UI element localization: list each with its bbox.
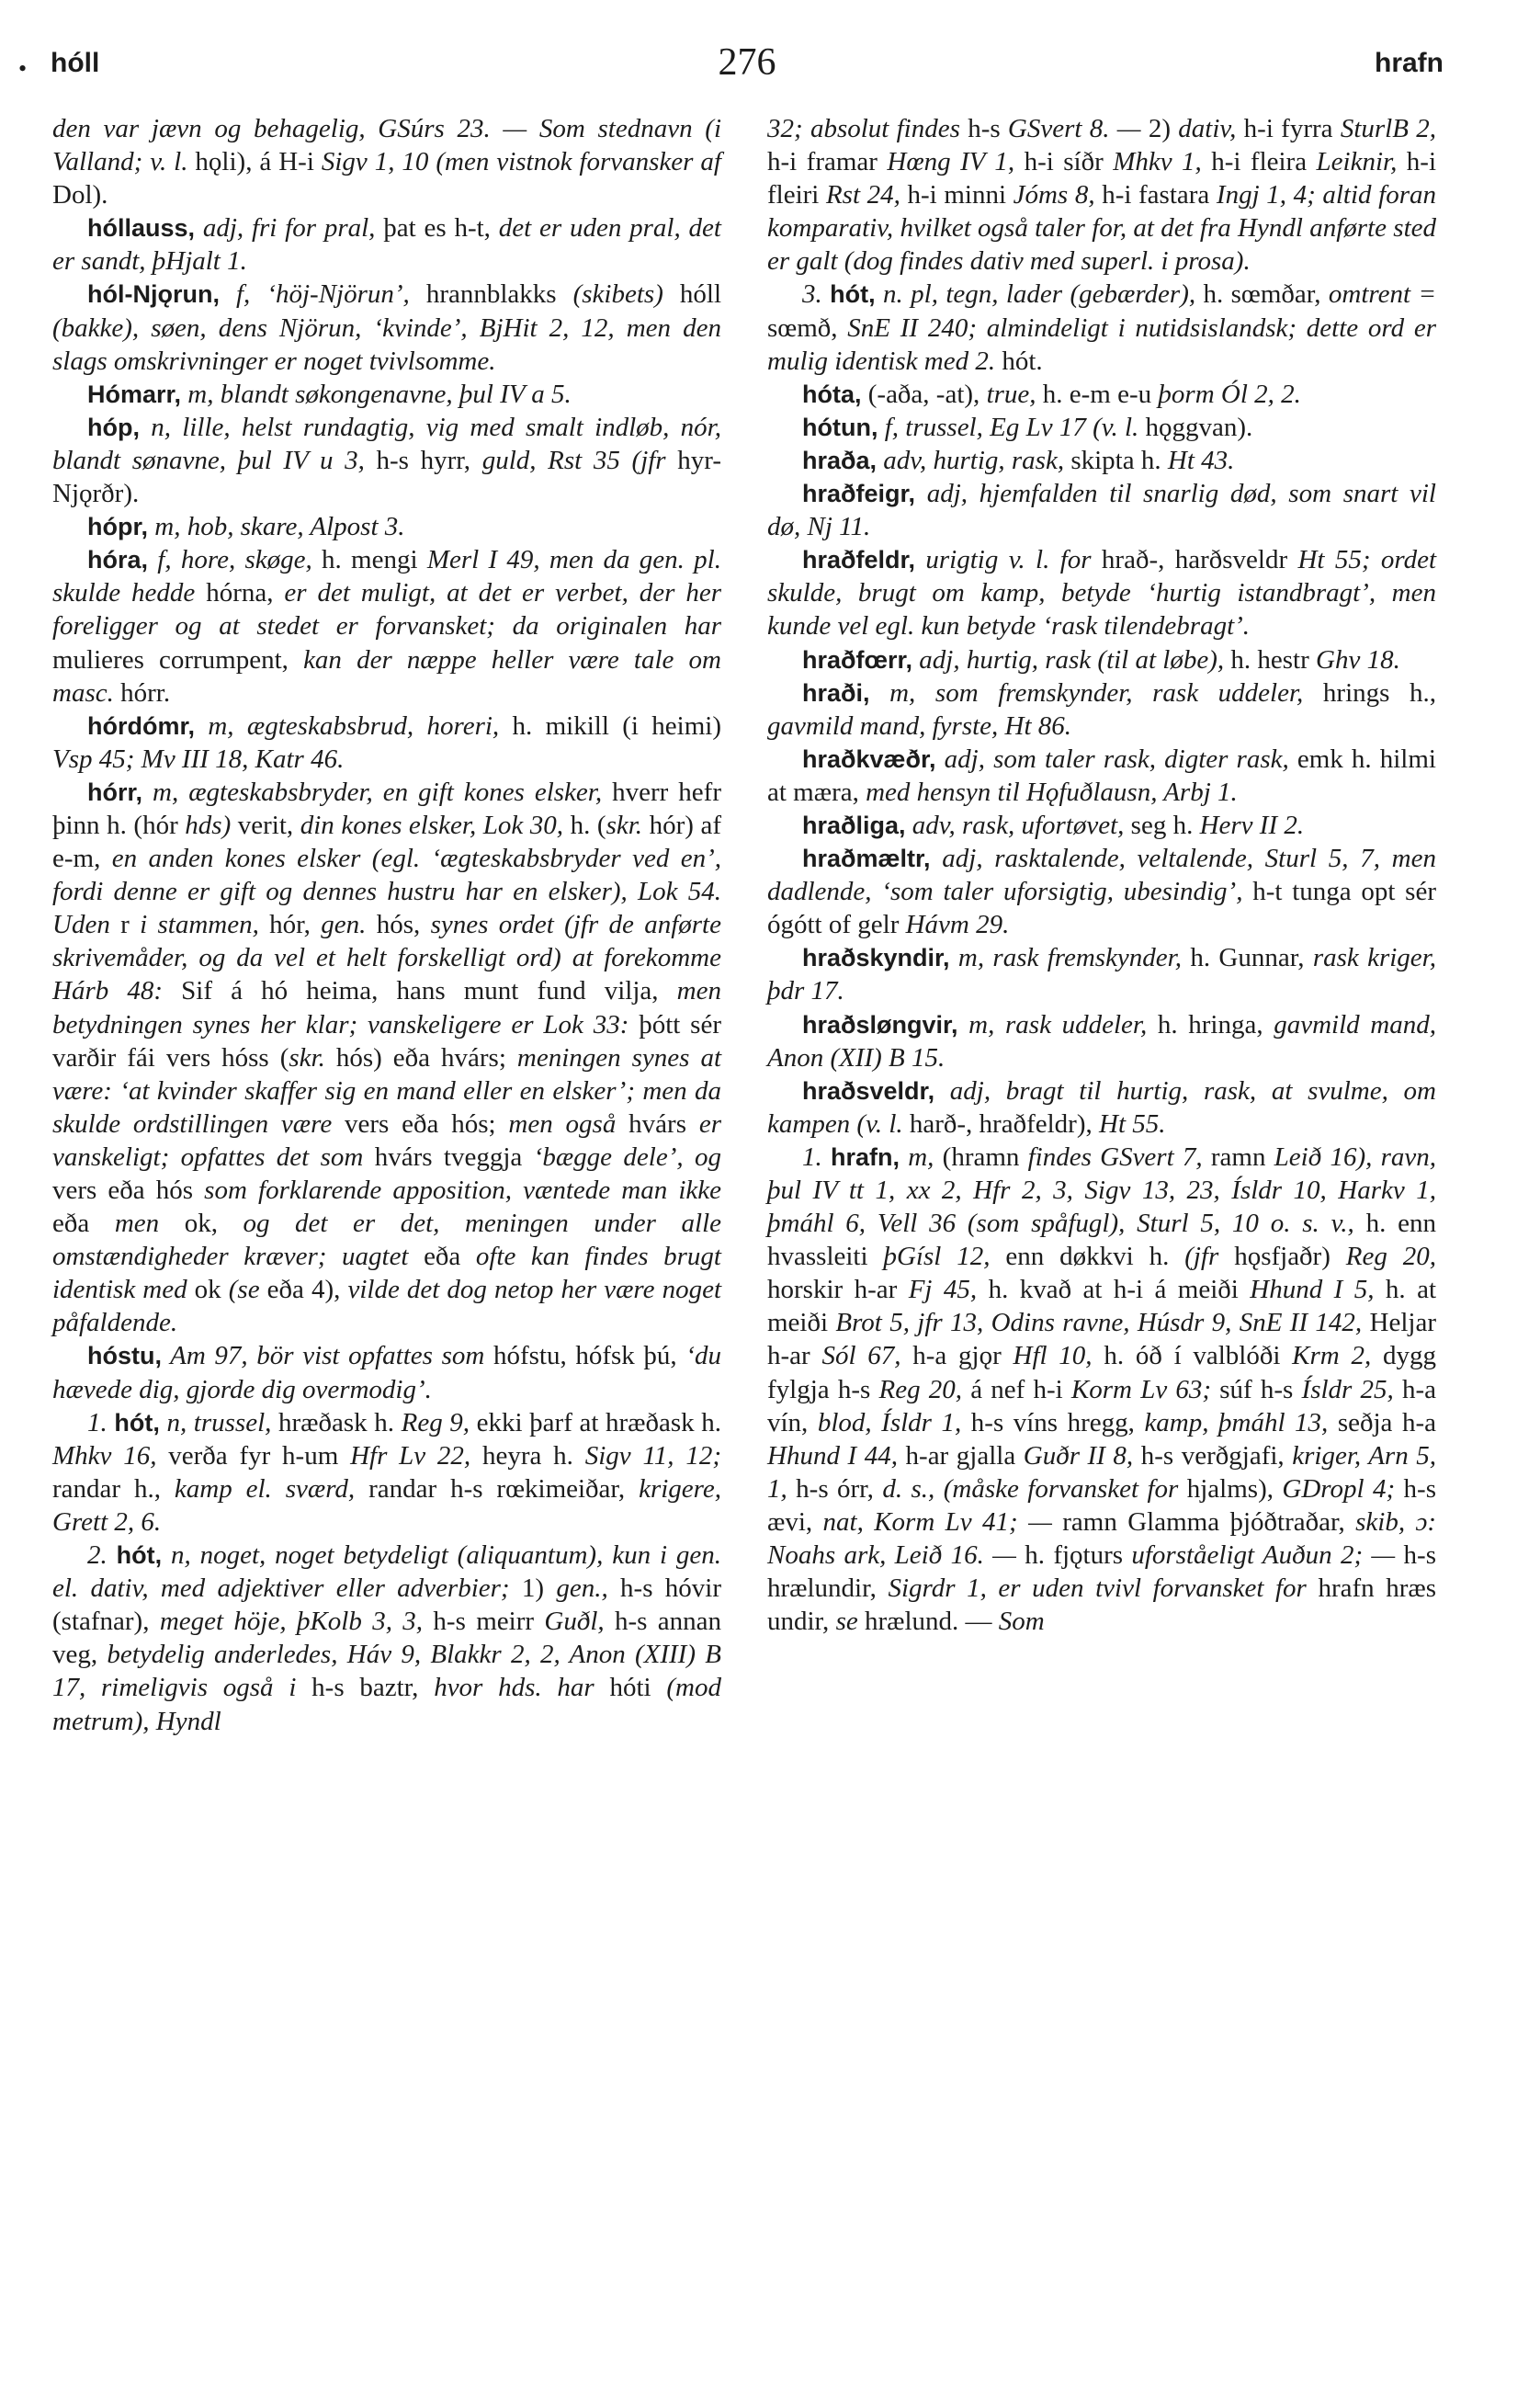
gloss-text: er det muligt, at det er verbet, der her foreligger og at stedet er forvansket; da originalen har [52,578,721,642]
gloss-text: findes GSvert 7, [1027,1142,1211,1172]
gloss-text: en anden kones elsker (egl. ‘ægteskabsbryder ved en’, fordi denne er gift og dennes hustru har en elsker), Lok 54. Uden [52,844,722,940]
citation-text: þótt sér varðir fái vers hóss ( [52,1009,721,1073]
citation-text: verða fyr h-um [168,1440,351,1471]
citation-text: hót. [1002,346,1043,376]
gloss-text: Merl I 49, men da gen. pl. skulde hedde [52,545,721,608]
gloss-text: gen., [556,1573,621,1604]
dictionary-entry [52,776,721,1340]
citation-text: Sif á hó heima, hans munt fund vilja, [181,976,677,1006]
citation-text: h-ar gjalla [905,1440,1024,1471]
citation-text: hvárs tveggja [374,1142,534,1172]
gloss-text: Rst 24, [825,180,908,210]
citation-text: h. mikill (i heimi) [512,710,721,741]
gloss-text: þGísl 12, [883,1242,1006,1272]
headword: hóp, [87,413,140,441]
citation-text: hrafn hræs undir, [767,1573,1436,1637]
headword: hórdómr, [87,711,196,740]
headword: hraðskyndir, [802,944,950,972]
citation-text: ok, [184,1209,243,1239]
citation-text: horskir h-ar [767,1275,909,1305]
gloss-text: 3. [802,279,831,310]
citation-text: heyra h. [481,1440,585,1471]
gloss-text: skib, ɔ: Noahs ark, Leið 16. — [767,1506,1436,1571]
gloss-text: adv, hurtig, rask, [877,445,1071,475]
citation-text: h. Gunnar, [1190,943,1313,973]
citation-text: h-i minni [907,180,1013,210]
citation-text: hórna, [206,578,285,608]
gloss-text: Korm Lv 63; [1070,1374,1220,1404]
gloss-text: Jóms 8, [1013,180,1103,210]
headword: hraðfœrr, [802,645,913,674]
gloss-text: krigere, Grett 2, 6. [52,1473,722,1537]
citation-text: h-s meirr [433,1607,545,1637]
citation-text: mulieres corrumpent, [52,644,304,675]
citation-text: þat es h-t, [383,213,499,244]
citation-text: 1) [521,1573,557,1604]
gloss-text: adj, bragt til hurtig, rask, at svulme, om kampen (v. l. [767,1075,1436,1139]
citation-text: h-i fleira [1211,147,1317,177]
gloss-text: Leið 16), ravn, þul IV tt 1, xx 2, Hfr 2, 3, Sigv 13, 23, Ísldr 10, Harkv 1, þmáhl 6, Vell 36 (som spåfugl), Sturl 5, 10 o. s. v., [767,1142,1436,1239]
gloss-text: adj, hjemfalden til snarlig død, som snart vil dø, Nj 11. [767,479,1436,542]
gloss-text: hds) [185,810,238,840]
gloss-text: m, ægteskabsbrud, horeri, [195,710,513,741]
gloss-text: synes ordet (jfr de anførte skrivemåder, og da vel et helt forskelligt ord) at forekomme Hárb 48: [52,910,721,1006]
headword: hótun, [802,413,878,441]
gloss-text: m, som fremskynder, rask uddeler, [869,677,1323,708]
headword: hraðsløngvir, [802,1010,958,1039]
dictionary-entry [52,278,721,377]
citation-text: hvárs [628,1108,699,1139]
citation-text: eða 4), [266,1275,348,1305]
gloss-text: n, trussel, [159,1407,278,1437]
gloss-text: hvor hds. har [434,1673,610,1703]
page-number: 276 [718,41,776,84]
gloss-text: (skibets) [572,279,680,310]
citation-text: h-s baztr, [311,1673,435,1703]
dictionary-entry [52,710,721,776]
gloss-text: ‘bægge dele’, og [533,1142,722,1172]
gloss-text: Sigv 11, 12; [584,1440,722,1471]
citation-text: 2) [1148,114,1179,143]
citation-text: h-s [968,114,1008,143]
gloss-text: Ht 55; ordet skulde, brugt om kamp, betyde ‘hurtig istandbragt’, men kunde vel egl. kun betyde ‘rask tilendebragt’. [767,545,1437,642]
gloss-text: Brot 5, jfr 13, Odins ravne, Húsdr 9, SnE II 142, [835,1308,1370,1338]
gloss-text: m, blandt søkongenavne, þul IV a 5. [181,379,572,409]
gloss-text: (bakke), søen, dens Njörun, ‘kvinde’, BjHit 2, 12, men den slags omskrivninger er noget tvivlsomme. [52,312,721,376]
citation-text: seðja h-a [1337,1407,1436,1437]
citation-text: súf h-s [1219,1374,1302,1404]
gloss-text: er vanskeligt; opfattes det som [52,1108,721,1172]
dictionary-entry [767,743,1436,809]
headword: hraðfeldr, [802,546,916,574]
gloss-text: 1. [87,1407,115,1437]
dictionary-entry [52,378,721,411]
citation-text: ramn [1210,1142,1274,1172]
citation-text: h. ( [570,810,606,840]
citation-text: hyr-Njǫrðr). [52,445,721,509]
entry-continuation [767,112,1436,278]
citation-text: hófstu, hófsk þú, [493,1341,686,1371]
gloss-text: f, trussel, Eg Lv 17 (v. l. [878,412,1146,442]
citation-text: vers eða hós [52,1176,205,1205]
gloss-text: 32; absolut findes [767,114,968,143]
citation-text: enn døkkvi h. [1005,1242,1185,1272]
citation-text: ramn Glamma þjóðtraðar, [1062,1506,1356,1537]
gloss-text: Hfr Lv 22, [350,1440,482,1471]
dictionary-entry [767,411,1436,444]
headword: Hómarr, [87,380,182,408]
headword: hraðmæltr, [802,845,931,873]
gloss-text: Leiknir, [1316,147,1407,177]
gloss-text: det er uden pral, det er sandt, þHjalt 1. [52,213,721,277]
citation-text: emk h. hilmi at mæra, [767,744,1436,807]
citation-text: h-s annan veg, [52,1607,722,1670]
gloss-text: GSvert 8. — [1007,114,1149,143]
dictionary-entry [767,477,1436,543]
headword: hót, [114,1408,160,1437]
dictionary-entry [52,411,721,510]
citation-text: Heljar h-ar [767,1308,1436,1371]
gloss-text: Sigrdr 1, er uden tvivl forvansket for [888,1573,1319,1604]
gloss-text: Ísldr 25, [1301,1374,1402,1404]
gloss-text: Krm 2, [1292,1341,1383,1371]
citation-text: h-i fleiri [767,147,1436,210]
gloss-text: Sigv 1, 10 (men vistnok forvansker af [321,147,721,177]
gloss-text: kamp el. sværd, [174,1473,369,1504]
gloss-text: rask kriger, þdr 17. [767,943,1436,1006]
citation-text: hrælund. — [864,1607,999,1637]
citation-text: ok [194,1275,229,1305]
gloss-text: GDropl 4; [1282,1473,1404,1504]
citation-text: hǫggvan). [1145,412,1253,442]
gloss-text: d. s., (måske forvansket for [882,1473,1187,1504]
gloss-text: Ht 43. [1167,445,1235,475]
gloss-text: SnE II 240; almindeligt i nutidsislandsk; dette ord er mulig identisk med 2. [767,312,1436,376]
citation-text: á nef h-i [970,1374,1071,1404]
citation-text: hverr hefr þinn h. (hór [52,777,721,840]
headword: hórr, [87,778,143,806]
citation-text: (hramn [942,1142,1028,1172]
citation-text: h-i síðr [1024,147,1114,177]
gloss-text: (mod metrum), Hyndl [52,1673,721,1736]
citation-text: h-s verðgjafi, [1140,1440,1293,1471]
gloss-text: f, ‘höj-Njörun’, [219,279,426,310]
gloss-text: guld, Rst 35 (jfr [481,445,678,475]
citation-text: h-s órr, [796,1473,883,1504]
citation-text: h. at meiði [767,1275,1437,1338]
gloss-text: skr. [289,1042,336,1073]
citation-text: h. e-m e-u [1042,379,1159,409]
gloss-text: Guðl, [544,1607,615,1637]
gloss-text: n. pl, tegn, lader (gebærder), [875,279,1204,310]
citation-text: h-i framar [767,147,888,177]
gloss-text: adj, som taler rask, digter rask, [935,744,1297,774]
headword: hóstu, [87,1342,162,1370]
citation-text: h. kvað at h-i á meiði [988,1275,1251,1305]
headword: hóta, [802,380,862,408]
citation-text: Dol). [52,180,108,210]
citation-text: hós, [376,910,431,940]
headword: hraði, [802,678,870,707]
gloss-text: kan der næppe heller være tale om masc. [52,644,721,708]
gloss-text: kriger, Arn 5, 1, [767,1440,1437,1504]
dictionary-entry [52,1339,721,1405]
gloss-text: se [835,1607,865,1637]
gloss-text: meningen synes at være: ‘at kvinder skaffer sig en mand eller en elsker’; men da skulde ordstillingen være [52,1042,721,1139]
dictionary-entry [767,444,1436,477]
gloss-text: uforståeligt Auðun 2; — [1131,1540,1404,1571]
left-column [52,112,721,1738]
gloss-text: Mhkv 16, [52,1440,169,1471]
gloss-text: þorm Ól 2, 2. [1158,379,1301,409]
dictionary-entry [52,510,721,543]
dictionary-entry [767,643,1436,676]
gloss-text: Reg 20, [1345,1242,1437,1272]
gloss-text: gen. [321,910,377,940]
gloss-text: den var jævn og behagelig, GSúrs 23. — Som stednavn (i Valland; v. l. [52,114,721,177]
right-column [767,112,1436,1638]
citation-text: hóll [679,279,722,310]
dictionary-entry [52,211,721,278]
gloss-text: Reg 20, [878,1374,971,1404]
dictionary-entry [52,1539,721,1738]
gloss-text: Hhund I 5, [1250,1275,1386,1305]
gloss-text: omtrent = [1328,279,1437,310]
dictionary-entry [767,676,1436,743]
citation-text: h. fjǫturs [1025,1540,1132,1571]
citation-text: h-s ævi, [767,1473,1436,1537]
citation-text: eða [424,1242,476,1272]
margin-mark: • [18,55,28,82]
citation-text: verit, [237,810,300,840]
gloss-text: Guðr II 8, [1023,1440,1141,1471]
citation-text: h. enn hvassleiti [767,1209,1436,1272]
right-running-headword: hrafn [1375,48,1444,78]
citation-text: seg h. [1130,810,1200,840]
page-header [51,29,1444,85]
gloss-text: Mhkv 1, [1113,147,1212,177]
gloss-text: Ht 55. [1099,1108,1166,1139]
gloss-text: m, hob, skare, Alpost 3. [148,512,405,542]
citation-text: h-s hrælundir, [767,1540,1436,1604]
dictionary-entry [767,809,1436,842]
citation-text: hóti [609,1673,667,1703]
gloss-text: (se [228,1275,267,1305]
gloss-text: Am 97, bör vist opfattes som [162,1341,493,1371]
gloss-text: (jfr [1184,1242,1235,1272]
citation-text: hrings h., [1322,677,1437,708]
dictionary-entry [767,941,1436,1007]
headword: hópr, [87,513,148,541]
citation-text: sœmð, [767,312,848,343]
headword: hraðfeigr, [802,480,916,508]
entry-continuation [52,112,721,211]
gloss-text: nat, Korm Lv 41; — [822,1506,1063,1537]
citation-text: hrað-, harðsveldr [1101,545,1298,575]
gloss-text: m, rask fremskynder, [949,943,1191,973]
dictionary-entry [767,842,1436,941]
citation-text: (-aða, -at), [861,379,987,409]
gloss-text: true, [986,379,1043,409]
citation-text: hós) eða hvárs; [335,1042,517,1073]
citation-text: h. hringa, [1157,1009,1274,1039]
gloss-text: vilde det dog netop her være noget påfaldende. [52,1275,721,1338]
gloss-text: Herv II 2. [1199,810,1305,840]
gloss-text: ofte kan findes brugt identisk med [52,1242,721,1305]
gloss-text: n, lille, helst rundagtig, vig med smalt indløb, nór, blandt sønavne, þul IV u 3, [52,412,721,475]
citation-text: hjalms), [1186,1473,1283,1504]
gloss-text: betydelig anderledes, Háv 9, Blakkr 2, 2, Anon (XIII) B 17, rimeligvis også i [52,1640,721,1703]
gloss-text: og det er det, meningen under alle omstændigheder kræver; uagtet [52,1209,721,1272]
gloss-text: ‘du hævede dig, gjorde dig overmodig’. [52,1341,721,1404]
headword: hót, [830,280,876,309]
gloss-text: 2. [87,1540,117,1571]
headword: hraðsveldr, [802,1076,935,1105]
dictionary-entry [767,378,1436,411]
gloss-text: Vsp 45; Mv III 18, Katr 46. [52,744,345,774]
gloss-text: din kones elsker, Lok 30, [300,810,571,840]
citation-text: hǫli), á H-i [195,147,322,177]
headword: hraða, [802,446,878,474]
gloss-text: n, noget, noget betydeligt (aliquantum), kun i gen. el. dativ, med adjektiver eller adverbier; [52,1540,721,1604]
gloss-text: skr. [606,810,650,840]
citation-text: h. sœmðar, [1203,279,1329,310]
citation-text: harð-, hraðfeldr), [909,1108,1099,1139]
citation-text: h. hestr [1230,644,1317,675]
gloss-text: Som [998,1607,1045,1637]
gloss-text: Hfl 10, [1013,1341,1104,1371]
gloss-text: urigtig v. l. for [915,545,1102,575]
gloss-text: kamp, þmáhl 13, [1144,1407,1338,1437]
gloss-text: f, hore, skøge, [148,545,323,575]
citation-text: hræðask h. [278,1407,402,1437]
citation-text: h-s víns hregg, [970,1407,1145,1437]
citation-text: dygg fylgja h-s [767,1341,1436,1404]
citation-text: h-a vín, [767,1374,1436,1437]
dictionary-entry [52,543,721,709]
headword: hót, [116,1541,163,1570]
citation-text: h-t tunga opt sér ógótt of gelr [767,877,1437,940]
gloss-text: men [114,1209,185,1239]
citation-text: h-i fyrra [1243,114,1341,143]
dictionary-entry [767,278,1436,377]
headword: hóra, [87,546,149,574]
gloss-text: Hœng IV 1, [887,147,1025,177]
headword: hrafn, [830,1142,900,1171]
gloss-text: i stammen, [140,910,270,940]
gloss-text: adj, rasktalende, veltalende, Sturl 5, 7, men dadlende, ‘som taler uforsigtig, ubesindig’, [767,844,1436,907]
dictionary-entry [767,1074,1436,1141]
gloss-text: men betydningen synes her klar; vanskeligere er Lok 33: [52,976,721,1039]
gloss-text: Hávm 29. [905,910,1010,940]
dictionary-entry [767,1141,1436,1638]
citation-text: h. mengi [322,545,427,575]
gloss-text: Ghv 18. [1316,644,1400,675]
gloss-text: 1. [802,1142,831,1172]
gloss-text: meget höje, þKolb 3, 3, [159,1607,434,1637]
gloss-text: Reg 9, [401,1407,477,1437]
citation-text: vers eða hós; [345,1108,509,1139]
citation-text: h-i fastara [1102,180,1217,210]
citation-text: h. óð í valblóði [1104,1341,1293,1371]
headword: hóllauss, [87,214,196,243]
gloss-text: gavmild mand, Anon (XII) B 15. [767,1009,1436,1073]
citation-text: eða [52,1209,115,1239]
dictionary-entry [767,543,1436,642]
citation-text: hór, [269,910,322,940]
citation-text: skipta h. [1070,445,1168,475]
gloss-text: adj, fri for pral, [195,213,384,244]
gloss-text: gavmild mand, fyrste, Ht 86. [767,710,1072,741]
headword: hraðkvæðr, [802,744,936,773]
gloss-text: m, ægteskabsbryder, en gift kones elsker, [142,777,613,807]
gloss-text: med hensyn til Hǫfuðlausn, Arbj 1. [866,777,1238,807]
gloss-text: men også [508,1108,629,1139]
gloss-text: SturlB 2, [1340,114,1436,143]
gloss-text: Ingj 1, 4; altid foran komparativ, hvilket også taler for, at det fra Hyndl anførte sted er galt (dog findes dativ med superl. i prosa). [767,180,1436,277]
citation-text: ekki þarf at hræðask h. [476,1407,722,1437]
gloss-text: adj, hurtig, rask (til at løbe), [912,644,1231,675]
gloss-text: som forklarende apposition, væntede man ikke [204,1176,721,1205]
gloss-text: Sól 67, [821,1341,913,1371]
gloss-text: dativ, [1178,114,1244,143]
citation-text: h-s hóvir (stafnar), [52,1573,721,1637]
citation-text: h-a gjǫr [912,1341,1013,1371]
gloss-text: Fj 45, [908,1275,989,1305]
citation-text: randar h-s rœkimeiðar, [368,1473,640,1504]
gloss-text: Hhund I 44, [767,1440,906,1471]
citation-text: h-s hyrr, [376,445,482,475]
citation-text: hrannblakks [425,279,573,310]
gloss-text: m, rask uddeler, [957,1009,1158,1039]
left-running-headword: hóll [51,48,100,78]
citation-text: hǫsfjaðr) [1234,1242,1346,1272]
headword: hraðliga, [802,811,906,839]
citation-text: hórr. [120,677,171,708]
dictionary-entry [767,1008,1436,1074]
citation-text: r [120,910,141,940]
gloss-text: blod, Ísldr 1, [817,1407,971,1437]
dictionary-entry [52,1406,721,1539]
gloss-text: adv, rask, ufortøvet, [905,810,1131,840]
citation-text: hór) af e-m, [52,810,722,874]
headword: hól-Njǫrun, [87,280,220,309]
gloss-text: m, [900,1142,943,1172]
citation-text: randar h., [52,1473,175,1504]
